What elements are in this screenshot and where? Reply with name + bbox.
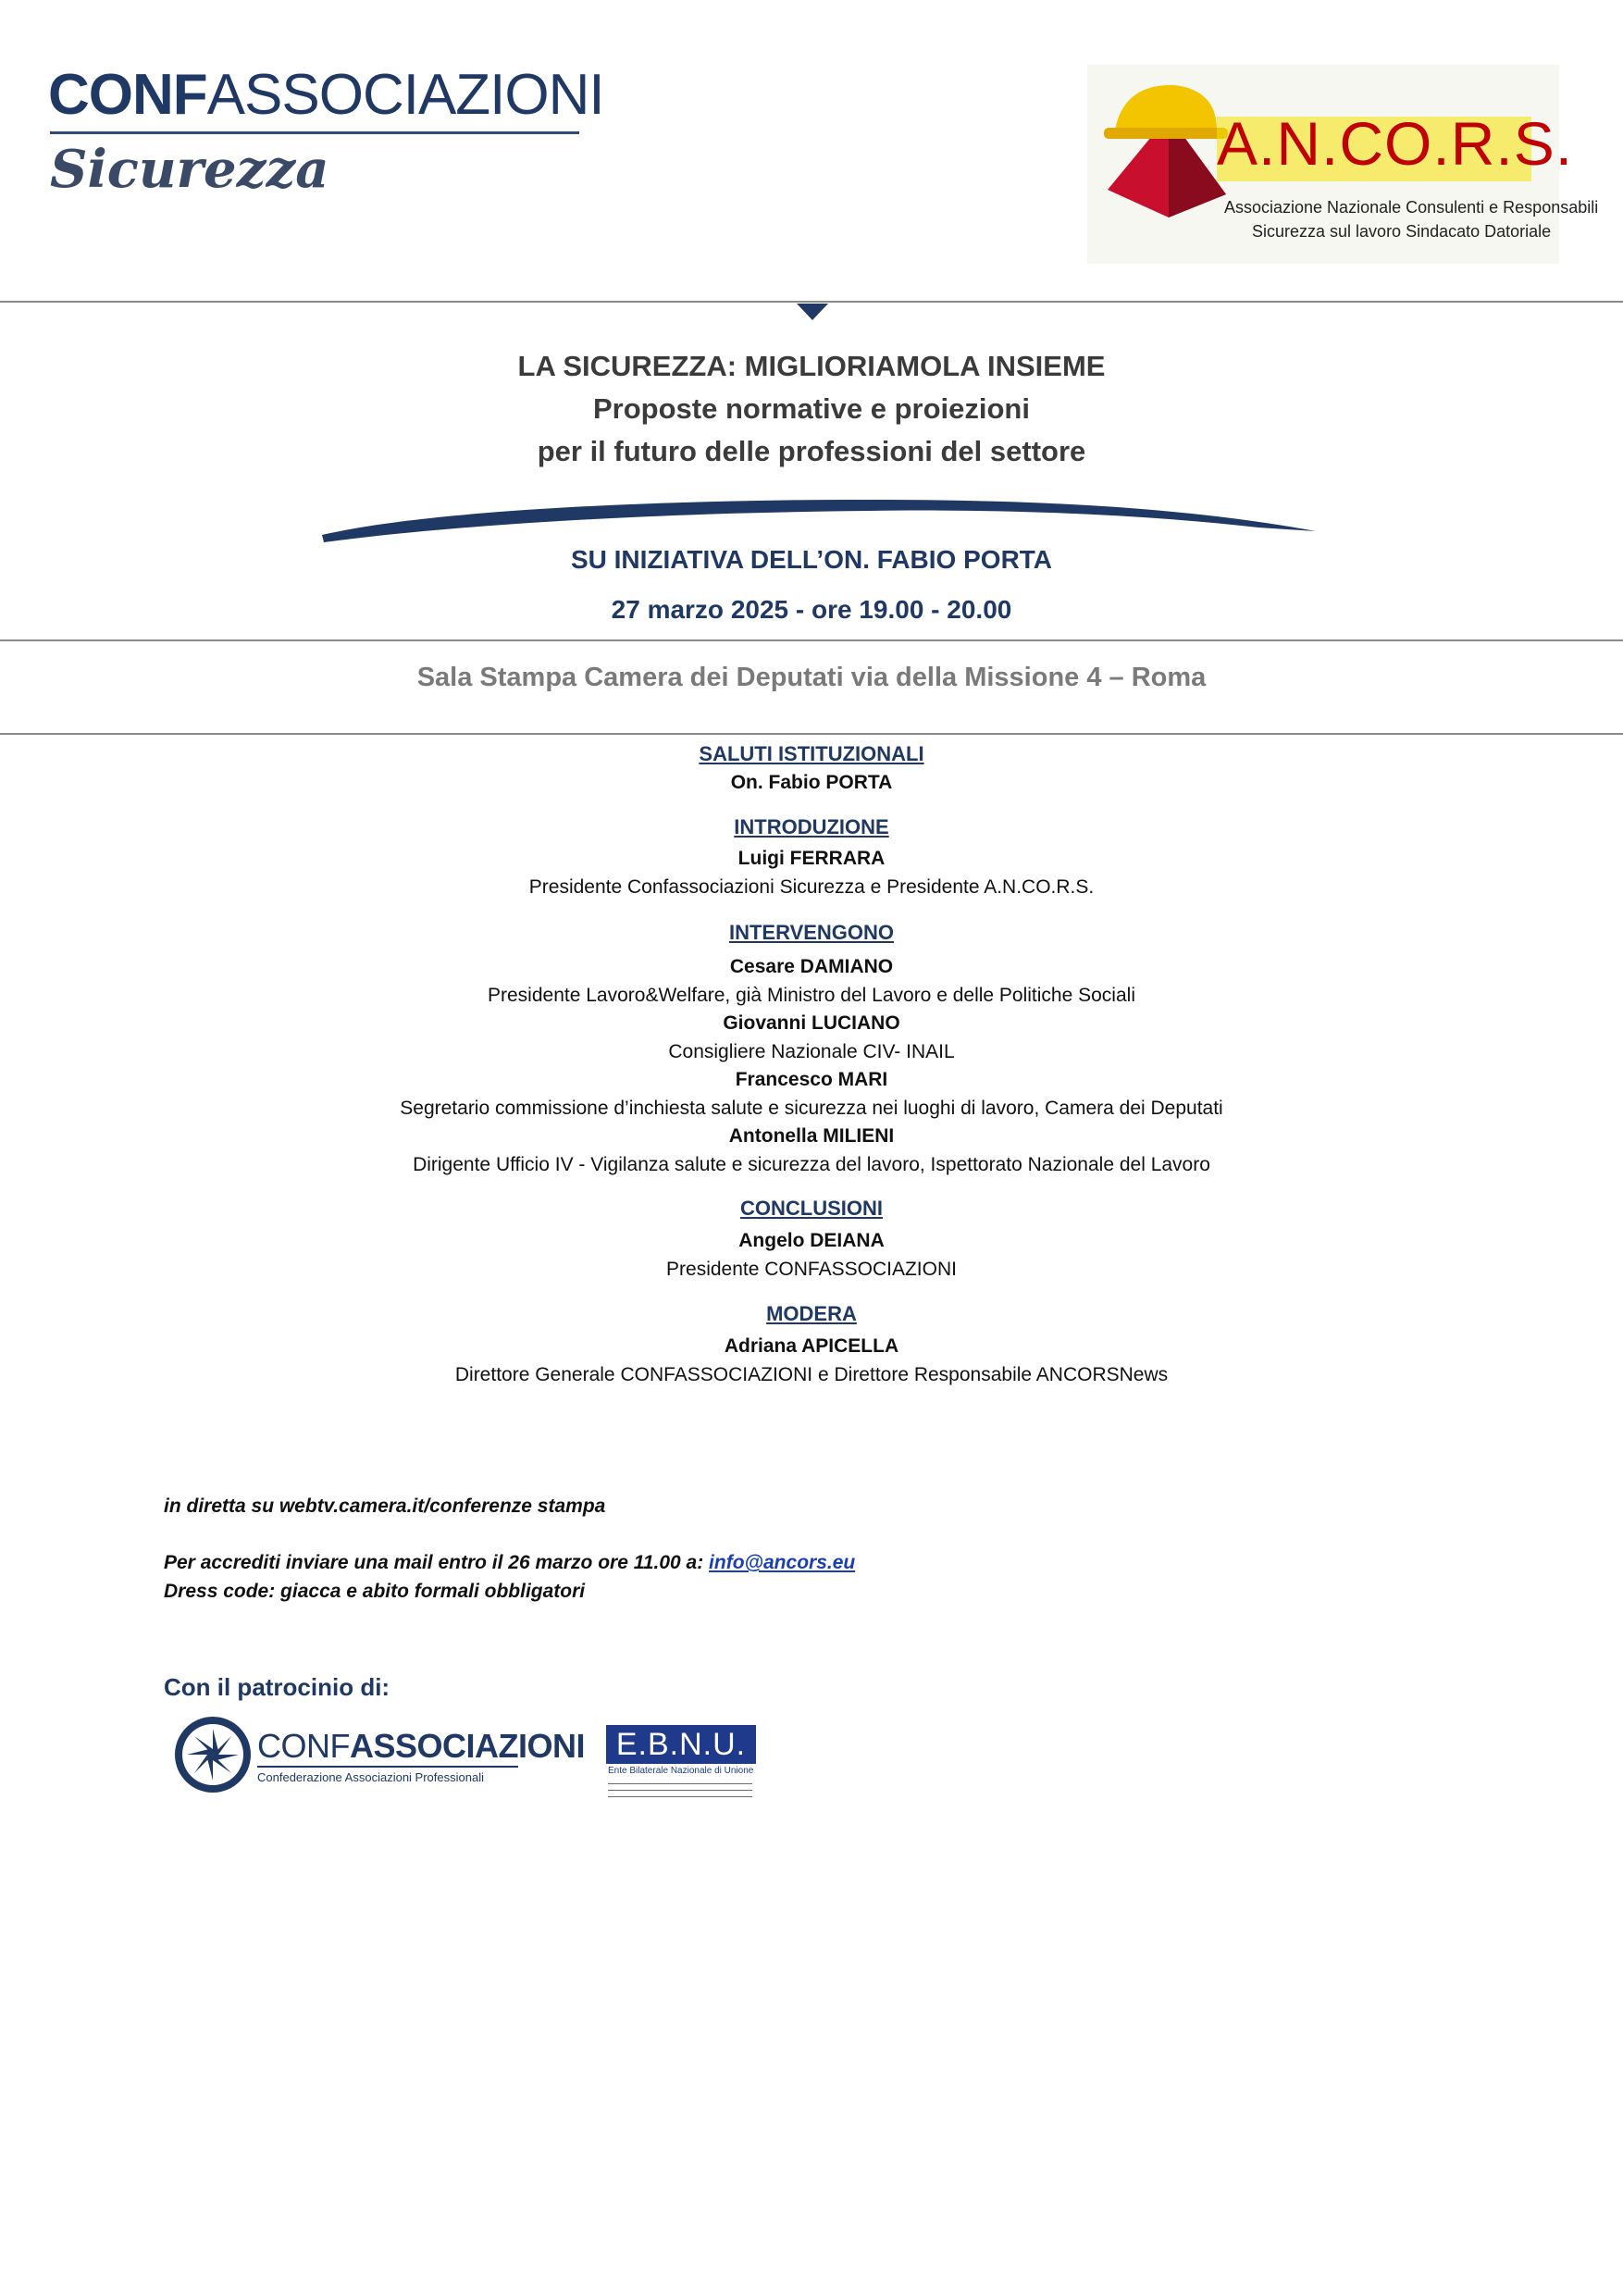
title-line-3: per il futuro delle professioni del settore [537, 435, 1086, 467]
section-heading-introduzione: INTRODUZIONE [734, 815, 889, 838]
logo-left-rest: ASSOCIAZIONI [206, 63, 604, 127]
divider-lower [0, 733, 1623, 735]
conclusioni-role: Presidente CONFASSOCIAZIONI [666, 1259, 957, 1280]
introduzione-role: Presidente Confassociazioni Sicurezza e Presidente A.N.CO.R.S. [528, 876, 1095, 898]
confassociazioni-sicurezza-logo [48, 63, 604, 200]
brush-stroke-divider [315, 490, 1323, 546]
accredit-note [164, 1552, 855, 1574]
patronage-heading: Con il patrocinio di: [164, 1673, 390, 1701]
live-stream-note: in diretta su webtv.camera.it/conferenze stampa [164, 1496, 606, 1517]
logo-left-bold: CONF [48, 63, 207, 127]
speaker-role: Presidente Lavoro&Welfare, già Ministro del Lavoro e delle Politiche Sociali [488, 985, 1135, 1006]
divider-top [0, 301, 1623, 303]
ebnu-tagline: Ente Bilaterale Nazionale di Unione [608, 1766, 754, 1776]
section-heading-saluti: SALUTI ISTITUZIONALI [699, 742, 924, 765]
speaker-role: Consigliere Nazionale CIV- INAIL [668, 1041, 955, 1062]
ebnu-logo [606, 1725, 756, 1810]
accredit-text: Per accrediti inviare una mail entro il 26 marzo ore 11.00 a: [164, 1552, 710, 1573]
title-line-1: LA SICUREZZA: MIGLIORIAMOLA INSIEME [517, 350, 1106, 382]
event-venue: Sala Stampa Camera dei Deputati via della Missione 4 – Roma [416, 663, 1207, 692]
ebnu-fine-print [608, 1781, 752, 1803]
accredit-email-link[interactable]: info@ancors.eu [709, 1552, 856, 1573]
initiative-line: SU INIZIATIVA DELL’ON. FABIO PORTA [570, 545, 1053, 574]
speaker-name: Cesare DAMIANO [729, 956, 894, 977]
modera-name: Adriana APICELLA [724, 1335, 899, 1357]
section-heading-intervengono: INTERVENGONO [728, 921, 895, 944]
confassociazioni-logo [172, 1714, 586, 1799]
confassociazioni-star-icon [172, 1714, 254, 1795]
ancors-subtitle-2: Sicurezza sul lavoro Sindacato Datoriale [1252, 222, 1552, 241]
ancors-subtitle-1: Associazione Nazionale Consulenti e Responsabili [1224, 198, 1599, 217]
divider-mid [0, 639, 1623, 641]
speaker-name: Francesco MARI [735, 1069, 888, 1090]
saluti-name: On. Fabio PORTA [730, 772, 893, 793]
confass-tagline: Confederazione Associazioni Professionali [257, 1770, 484, 1784]
down-arrow-icon [797, 304, 828, 320]
speaker-name: Antonella MILIENI [728, 1125, 895, 1147]
ancors-logo [1087, 65, 1599, 264]
title-line-2: Proposte normative e proiezioni [593, 392, 1030, 425]
section-heading-modera: MODERA [766, 1302, 857, 1325]
confass-name-rest: ASSOCIAZIONI [350, 1727, 586, 1765]
introduzione-name: Luigi FERRARA [737, 848, 886, 869]
ancors-title: A.N.CO.R.S. [1217, 109, 1574, 178]
conclusioni-name: Angelo DEIANA [738, 1230, 885, 1251]
speaker-role: Segretario commissione d’inchiesta salute e sicurezza nei luoghi di lavoro, Camera dei Deputati [400, 1098, 1223, 1119]
logo-left-rule [50, 131, 579, 134]
modera-role: Direttore Generale CONFASSOCIAZIONI e Direttore Responsabile ANCORSNews [454, 1364, 1169, 1385]
ebnu-name: E.B.N.U. [606, 1725, 756, 1764]
speaker-role: Dirigente Ufficio IV - Vigilanza salute e sicurezza del lavoro, Ispettorato Nazionale del Lavoro [413, 1154, 1210, 1175]
speaker-name: Giovanni LUCIANO [723, 1012, 900, 1034]
event-datetime: 27 marzo 2025 - ore 19.00 - 20.00 [611, 595, 1012, 624]
logo-left-subtitle: Sicurezza [50, 139, 329, 200]
dress-code-note: Dress code: giacca e abito formali obbligatori [164, 1581, 586, 1602]
confass-rule [257, 1766, 518, 1768]
section-heading-conclusioni: CONCLUSIONI [740, 1197, 883, 1220]
confass-name-bold: CONF [257, 1727, 350, 1765]
